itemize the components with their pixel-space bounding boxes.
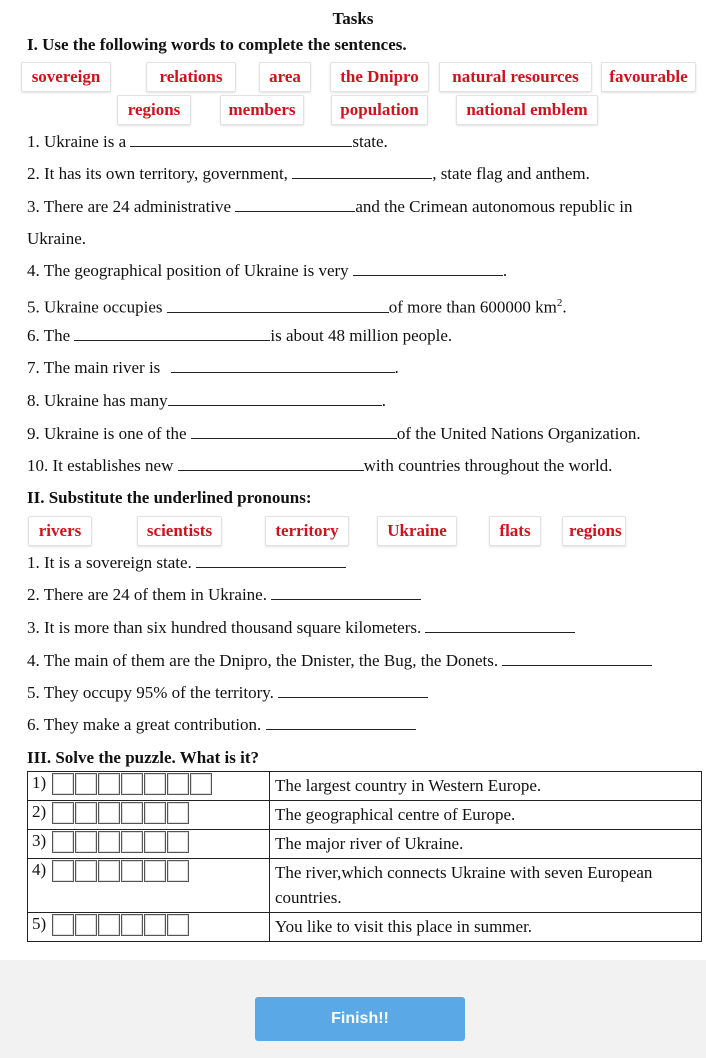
answer-blank[interactable] xyxy=(191,423,397,439)
sentence-text: 7. The main river is xyxy=(27,358,161,377)
pronoun-sentence-4 xyxy=(27,650,652,672)
finish-button[interactable]: Finish!! xyxy=(255,997,465,1041)
letter-box[interactable] xyxy=(121,914,143,936)
superscript: 2 xyxy=(556,297,563,309)
sentence-9 xyxy=(27,423,641,445)
answer-blank[interactable] xyxy=(425,617,575,633)
letter-box[interactable] xyxy=(75,914,97,936)
sentence-text: 5. They occupy 95% of the territory. xyxy=(27,683,274,702)
word-chip[interactable]: regions xyxy=(562,516,626,546)
sentence-text: . xyxy=(502,261,508,280)
letter-box[interactable] xyxy=(75,802,97,824)
letter-box[interactable] xyxy=(190,773,212,795)
section-2-heading: II. Substitute the underlined pronouns: xyxy=(27,488,312,507)
answer-blank[interactable] xyxy=(168,390,382,406)
puzzle-number: 5) xyxy=(32,914,47,933)
sentence-text: of more than 600000 km xyxy=(388,297,557,317)
sentence-2 xyxy=(27,163,590,185)
puzzle-boxes-cell xyxy=(28,913,270,942)
letter-box[interactable] xyxy=(121,831,143,853)
sentence-10 xyxy=(27,455,612,477)
sentence-text: 4. The geographical position of Ukraine is very xyxy=(27,261,349,280)
letter-box[interactable] xyxy=(98,860,120,882)
sentence-text: 2. There are 24 of them in Ukraine. xyxy=(27,585,267,604)
pronoun-sentence-6 xyxy=(27,714,416,736)
word-chip[interactable]: sovereign xyxy=(21,62,111,92)
word-chip[interactable]: area xyxy=(259,62,311,92)
letter-box[interactable] xyxy=(75,831,97,853)
letter-box[interactable] xyxy=(167,802,189,824)
word-chip[interactable]: rivers xyxy=(28,516,92,546)
letter-box[interactable] xyxy=(121,802,143,824)
word-chip[interactable]: territory xyxy=(265,516,349,546)
puzzle-boxes-cell xyxy=(28,772,270,801)
answer-blank[interactable] xyxy=(178,455,364,471)
letter-box[interactable] xyxy=(121,773,143,795)
letter-box[interactable] xyxy=(144,914,166,936)
sentence-3 xyxy=(27,196,632,218)
sentence-text: 1. Ukraine is a xyxy=(27,132,127,151)
letter-box[interactable] xyxy=(52,914,74,936)
sentence-3-continued: Ukraine. xyxy=(27,229,87,248)
puzzle-row xyxy=(28,859,702,913)
word-chip[interactable]: natural resources xyxy=(439,62,592,92)
answer-blank[interactable] xyxy=(278,682,428,698)
letter-box[interactable] xyxy=(52,860,74,882)
letter-box[interactable] xyxy=(98,802,120,824)
puzzle-clue: The largest country in Western Europe. xyxy=(270,772,702,801)
word-chip[interactable]: Ukraine xyxy=(377,516,457,546)
puzzle-row xyxy=(28,913,702,942)
letter-box[interactable] xyxy=(121,860,143,882)
puzzle-clue: The geographical centre of Europe. xyxy=(270,801,702,830)
word-chip[interactable]: population xyxy=(331,95,428,125)
sentence-text: 3. There are 24 administrative xyxy=(27,197,232,216)
letter-box[interactable] xyxy=(167,831,189,853)
letter-box[interactable] xyxy=(167,914,189,936)
answer-blank[interactable] xyxy=(130,131,352,147)
pronoun-sentence-5 xyxy=(27,682,428,704)
answer-blank[interactable] xyxy=(171,357,395,373)
letter-box[interactable] xyxy=(75,860,97,882)
sentence-text: state. xyxy=(352,132,388,151)
puzzle-row xyxy=(28,830,702,859)
sentence-text: 8. Ukraine has many xyxy=(27,391,168,410)
word-chip[interactable]: scientists xyxy=(137,516,222,546)
letter-box[interactable] xyxy=(52,773,74,795)
sentence-text: 6. The xyxy=(27,326,71,345)
sentence-6 xyxy=(27,325,452,347)
letter-box[interactable] xyxy=(167,773,189,795)
sentence-text: . xyxy=(394,358,399,377)
letter-box[interactable] xyxy=(144,773,166,795)
sentence-text: . xyxy=(381,391,386,410)
sentence-5 xyxy=(27,292,567,319)
puzzle-table xyxy=(27,771,702,942)
sentence-7 xyxy=(27,357,399,379)
letter-box[interactable] xyxy=(144,860,166,882)
word-chip[interactable]: the Dnipro xyxy=(330,62,429,92)
letter-box[interactable] xyxy=(98,831,120,853)
puzzle-number: 1) xyxy=(32,773,47,792)
puzzle-row xyxy=(28,801,702,830)
sentence-4 xyxy=(27,260,507,282)
puzzle-clue: The major river of Ukraine. xyxy=(270,830,702,859)
word-chip[interactable]: relations xyxy=(146,62,236,92)
word-chip[interactable]: regions xyxy=(117,95,191,125)
page-title: Tasks xyxy=(332,9,374,28)
pronoun-sentence-2 xyxy=(27,584,421,606)
section-3-heading: III. Solve the puzzle. What is it? xyxy=(27,748,260,767)
puzzle-number: 2) xyxy=(32,802,47,821)
answer-blank[interactable] xyxy=(196,552,346,568)
sentence-text: is about 48 million people. xyxy=(270,326,453,345)
puzzle-clue: You like to visit this place in summer. xyxy=(270,913,702,942)
sentence-text: 4. The main of them are the Dnipro, the Dnister, the Bug, the Donets. xyxy=(27,651,499,670)
letter-box[interactable] xyxy=(75,773,97,795)
letter-box[interactable] xyxy=(144,831,166,853)
answer-blank[interactable] xyxy=(271,584,421,600)
pronoun-sentence-3 xyxy=(27,617,575,639)
puzzle-boxes-cell xyxy=(28,830,270,859)
word-chip[interactable]: flats xyxy=(489,516,541,546)
puzzle-row xyxy=(28,772,702,801)
puzzle-boxes-cell xyxy=(28,859,270,913)
answer-blank[interactable] xyxy=(502,650,652,666)
word-chip[interactable]: members xyxy=(220,95,304,125)
puzzle-clue: The river,which connects Ukraine with seven European countries. xyxy=(270,859,702,913)
answer-blank[interactable] xyxy=(266,714,416,730)
answer-blank[interactable] xyxy=(167,297,389,313)
puzzle-number: 3) xyxy=(32,831,47,850)
word-chip[interactable]: national emblem xyxy=(456,95,598,125)
letter-box[interactable] xyxy=(98,914,120,936)
sentence-text: , state flag and anthem. xyxy=(432,164,590,183)
sentence-text: . xyxy=(562,297,567,317)
sentence-text: 6. They make a great contribution. xyxy=(27,715,262,734)
sentence-text: with countries throughout the world. xyxy=(363,456,613,475)
letter-box[interactable] xyxy=(52,831,74,853)
sentence-text: and the Crimean autonomous republic in xyxy=(355,197,633,216)
answer-blank[interactable] xyxy=(235,196,355,212)
answer-blank[interactable] xyxy=(74,325,270,341)
pronoun-sentence-1 xyxy=(27,552,346,574)
puzzle-number: 4) xyxy=(32,860,47,879)
letter-box[interactable] xyxy=(52,802,74,824)
puzzle-boxes-cell xyxy=(28,801,270,830)
letter-box[interactable] xyxy=(98,773,120,795)
sentence-text: 2. It has its own territory, government, xyxy=(27,164,288,183)
letter-box[interactable] xyxy=(144,802,166,824)
sentence-text: 1. It is a sovereign state. xyxy=(27,553,192,572)
sentence-text: 10. It establishes new xyxy=(27,456,174,475)
answer-blank[interactable] xyxy=(292,163,432,179)
section-1-heading: I. Use the following words to complete the sentences. xyxy=(27,35,407,54)
answer-blank[interactable] xyxy=(353,260,503,276)
sentence-text: 9. Ukraine is one of the xyxy=(27,424,187,443)
letter-box[interactable] xyxy=(167,860,189,882)
word-chip[interactable]: favourable xyxy=(601,62,696,92)
sentence-text: 3. It is more than six hundred thousand square kilometers. xyxy=(27,618,422,637)
sentence-text: of the United Nations Organization. xyxy=(396,424,641,443)
sentence-1 xyxy=(27,131,388,153)
sentence-text: 5. Ukraine occupies xyxy=(27,297,163,317)
sentence-8 xyxy=(27,390,386,412)
